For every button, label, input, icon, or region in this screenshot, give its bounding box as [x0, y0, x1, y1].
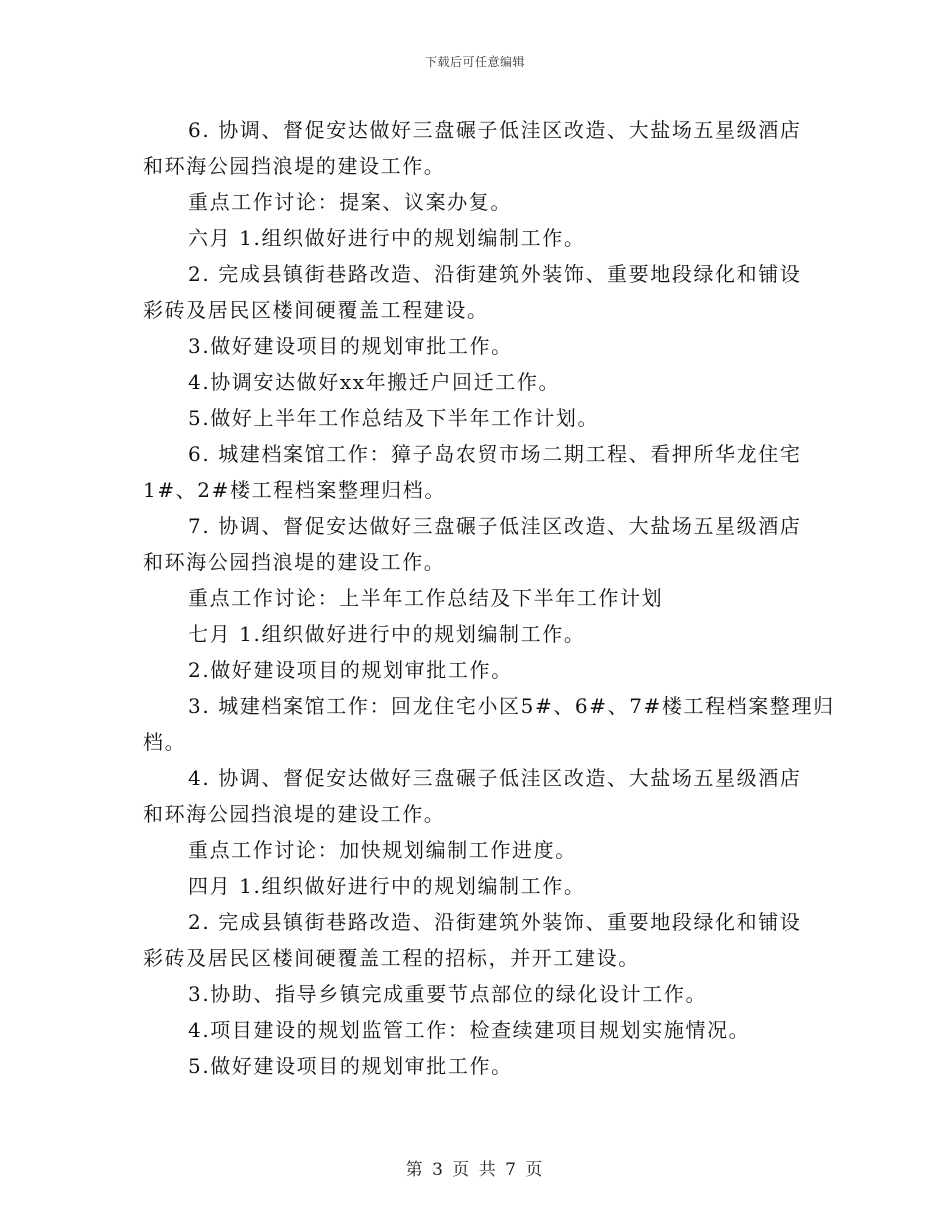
- paragraph-line: 7. 协调、督促安达做好三盘碾子低洼区改造、大盐场五星级酒店: [188, 514, 802, 538]
- paragraph-line: 1#、2#楼工程档案整理归档。: [143, 478, 446, 502]
- paragraph-line: 4.项目建设的规划监管工作：检查续建项目规划实施情况。: [188, 1018, 751, 1042]
- paragraph-line: 彩砖及居民区楼间硬覆盖工程的招标，并开工建设。: [143, 946, 640, 970]
- paragraph-line: 和环海公园挡浪堤的建设工作。: [143, 154, 446, 178]
- paragraph-line: 和环海公园挡浪堤的建设工作。: [143, 550, 446, 574]
- paragraph-line: 2. 完成县镇街巷路改造、沿街建筑外装饰、重要地段绿化和铺设: [188, 262, 802, 286]
- paragraph-line: 4. 协调、督促安达做好三盘碾子低洼区改造、大盐场五星级酒店: [188, 766, 802, 790]
- paragraph-line: 3.做好建设项目的规划审批工作。: [188, 334, 513, 358]
- paragraph-line: 5.做好上半年工作总结及下半年工作计划。: [188, 406, 600, 430]
- paragraph-line: 和环海公园挡浪堤的建设工作。: [143, 802, 446, 826]
- paragraph-line: 4.协调安达做好xx年搬迁户回迁工作。: [188, 370, 561, 394]
- page-number-footer: 第 3 页 共 7 页: [405, 1160, 545, 1180]
- paragraph-line: 2. 完成县镇街巷路改造、沿街建筑外装饰、重要地段绿化和铺设: [188, 910, 802, 934]
- paragraph-line: 5.做好建设项目的规划审批工作。: [188, 1054, 513, 1078]
- paragraph-line: 六月 1.组织做好进行中的规划编制工作。: [188, 226, 586, 250]
- paragraph-line: 七月 1.组织做好进行中的规划编制工作。: [188, 622, 586, 646]
- paragraph-line: 3. 城建档案馆工作：回龙住宅小区5#、6#、7#楼工程档案整理归: [188, 694, 835, 718]
- paragraph-line: 6. 协调、督促安达做好三盘碾子低洼区改造、大盐场五星级酒店: [188, 118, 802, 142]
- paragraph-line: 彩砖及居民区楼间硬覆盖工程建设。: [143, 298, 489, 322]
- header-note: 下载后可任意编辑: [424, 55, 525, 69]
- paragraph-line: 重点工作讨论：加快规划编制工作进度。: [188, 838, 577, 862]
- document-body: [143, 112, 835, 1084]
- paragraph-line: 四月 1.组织做好进行中的规划编制工作。: [188, 874, 586, 898]
- paragraph-line: 6. 城建档案馆工作：獐子岛农贸市场二期工程、看押所华龙住宅: [188, 442, 802, 466]
- paragraph-line: 2.做好建设项目的规划审批工作。: [188, 658, 513, 682]
- paragraph-line: 3.协助、指导乡镇完成重要节点部位的绿化设计工作。: [188, 982, 708, 1006]
- paragraph-line: 重点工作讨论：提案、议案办复。: [188, 190, 512, 214]
- paragraph-line: 档。: [143, 730, 187, 754]
- paragraph-line: 重点工作讨论：上半年工作总结及下半年工作计划: [188, 586, 664, 610]
